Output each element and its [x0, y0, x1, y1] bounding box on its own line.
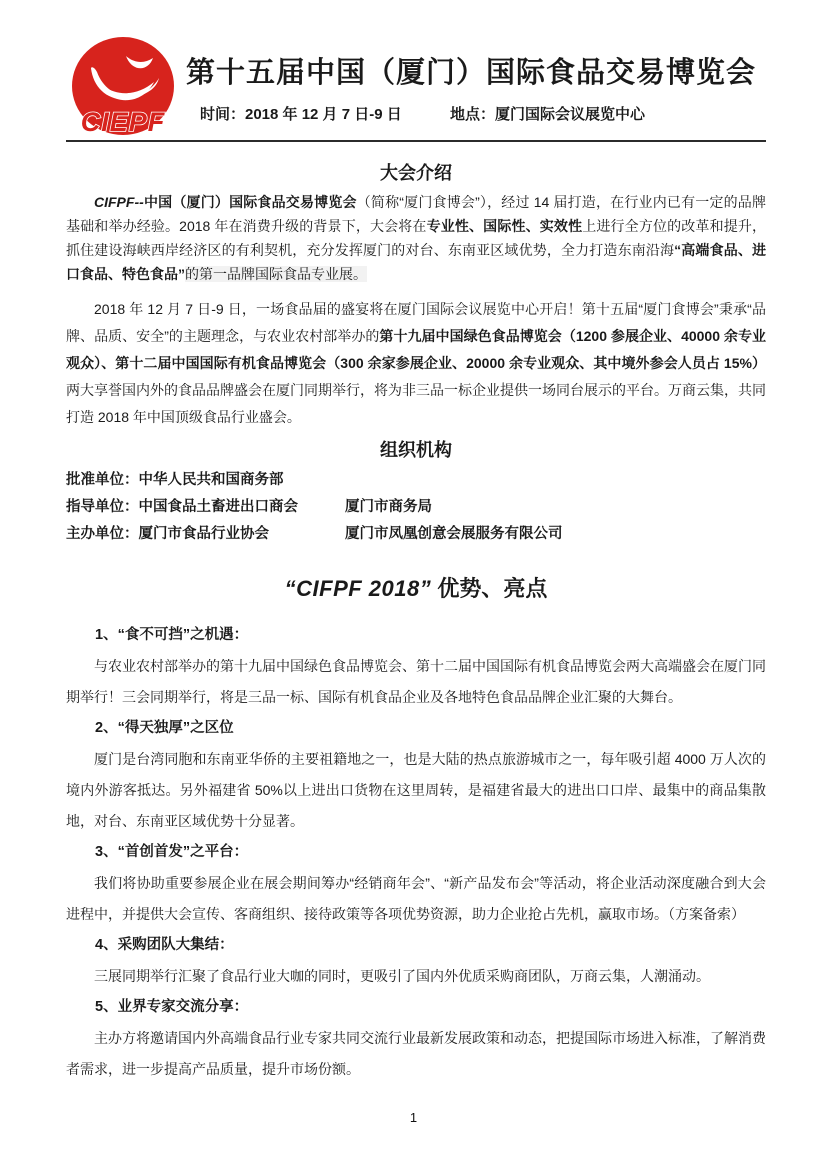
logo-text: CIEPF	[80, 107, 166, 137]
highlight-item-text: 三展同期举行汇聚了食品行业大咖的同时，更吸引了国内外优质采购商团队，万商云集，人潮涌动。	[94, 968, 710, 984]
highlight-item	[66, 713, 766, 837]
org-row-approval	[66, 467, 766, 494]
header-right	[176, 36, 766, 124]
doc-title: 第十五届中国（厦门）国际食品交易博览会	[186, 57, 757, 89]
org-rows	[66, 467, 766, 548]
highlights-list	[66, 620, 766, 1085]
org-row-guidance	[66, 494, 766, 521]
highlight-item-text: 与农业农村部举办的第十九届中国绿色食品博览会、第十二届中国国际有机食品博览会两大高端盛会在厦门同期举行！三会同期举行，将是三品一标、国际有机食品企业及各地特色食品品牌企业汇聚的大舞台。	[66, 658, 766, 705]
org-row-host	[66, 521, 766, 548]
header-rule	[66, 140, 766, 142]
highlight-item	[66, 837, 766, 930]
org-col2	[345, 467, 766, 494]
doc-header	[0, 0, 827, 140]
header-meta	[186, 103, 766, 124]
highlight-item	[66, 620, 766, 713]
org-row-label: 批准单位：	[66, 472, 139, 488]
ciepf-logo-icon	[70, 36, 176, 140]
highlights-heading-brand: “CIFPF 2018”	[284, 576, 432, 601]
highlight-item	[66, 992, 766, 1085]
section-intro-heading: 大会介绍	[380, 163, 452, 183]
highlights-heading-rest: 优势、亮点	[431, 576, 548, 601]
highlights-heading	[66, 574, 766, 604]
venue-label: 地点：厦门国际会议展览中心	[450, 106, 646, 123]
section-org-heading: 组织机构	[380, 440, 452, 460]
expo-logo	[70, 36, 176, 140]
highlight-item-title: 5、业界专家交流分享：	[95, 999, 249, 1015]
org-col1: 中华人民共和国商务部	[138, 472, 284, 488]
org-col1: 厦门市食品行业协会	[138, 526, 269, 542]
highlight-item-title: 4、采购团队大集结：	[95, 937, 234, 953]
highlight-item-title: 2、“得天独厚”之区位	[95, 720, 234, 736]
intro-paragraph-1: CIFPF--中国（厦门）国际食品交易博览会（简称“厦门食博会”），经过 14 届打造，在行业内已有一定的品牌基础和举办经验。2018 年在消费升级的背景下，大会将在专业性、国际性、实效性上进行全方位的改革和提升，抓住建设海峡西岸经济区的有利契机，充分发挥厦门的对台、东南亚区域优势，全力打造东南沿海“高端食品、进口食品、特色食品”的第一品牌国际食品专业展。	[66, 194, 767, 282]
highlight-item	[66, 930, 766, 992]
intro-paragraph-2: 2018 年 12 月 7 日-9 日，一场食品届的盛宴将在厦门国际会议展览中心开启！第十五届“厦门食博会”秉承“品牌、品质、安全”的主题理念，与农业农村部举办的第十九届中国绿色食品博览会（1200 参展企业、40000 余专业观众）、第十二届中国国际有机食品博览会（300 余家参展企业、20000 余专业观众、其中境外参会人员占 15%）两大享誉国内外的食品品牌盛会在厦门同期举行，将为非三品一标企业提供一场同台展示的平台。万商云集，共同打造 2018 年中国顶级食品行业盛会。	[66, 301, 766, 425]
org-row-label: 指导单位：	[66, 499, 139, 515]
highlight-item-text: 我们将协助重要参展企业在展会期间筹办“经销商年会”、“新产品发布会”等活动，将企业活动深度融合到大会进程中，并提供大会宣传、客商组织、接待政策等各项优势资源，助力企业抢占先机，赢取市场。（方案备索）	[66, 875, 766, 922]
highlight-item-text: 厦门是台湾同胞和东南亚华侨的主要祖籍地之一，也是大陆的热点旅游城市之一，每年吸引超 4000 万人次的境内外游客抵达。另外福建省 50%以上进出口货物在这里周转，是福建省最大的进出口口岸、最集中的商品集散地，对台、东南亚区域优势十分显著。	[66, 751, 766, 829]
highlight-item-text: 主办方将邀请国内外高端食品行业专家共同交流行业最新发展政策和动态，把提国际市场进入标准，了解消费者需求，进一步提高产品质量，提升市场份额。	[66, 1030, 766, 1077]
page-number: 1	[409, 1110, 418, 1125]
org-col1: 中国食品土畜进出口商会	[138, 499, 298, 515]
org-row-label: 主办单位：	[66, 526, 139, 542]
highlight-item-title: 1、“食不可挡”之机遇：	[95, 627, 249, 643]
org-col2: 厦门市凤凰创意会展服务有限公司	[345, 526, 563, 542]
highlight-item-title: 3、“首创首发”之平台：	[95, 844, 249, 860]
org-col2: 厦门市商务局	[345, 499, 432, 515]
time-label: 时间：2018 年 12 月 7 日-9 日	[200, 106, 402, 123]
